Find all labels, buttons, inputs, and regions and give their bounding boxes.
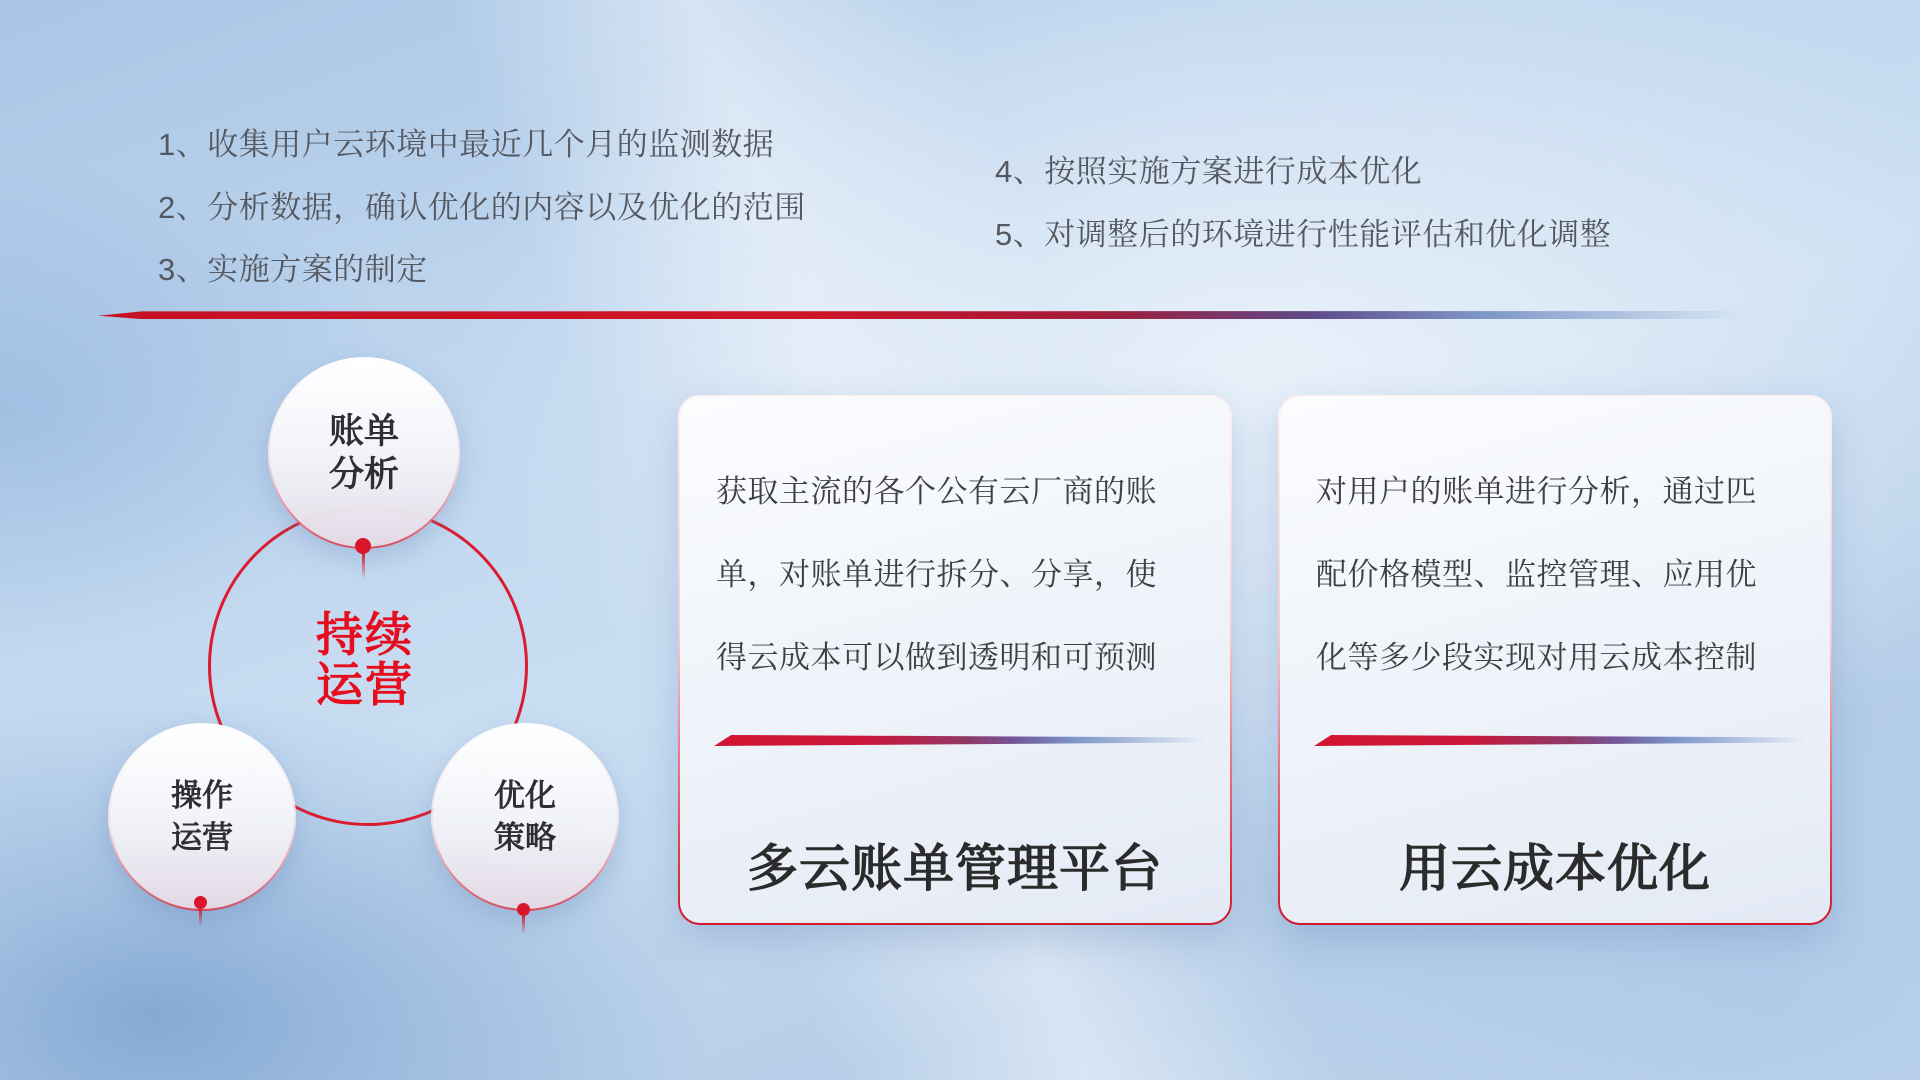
node-label-line: 账单 — [328, 412, 399, 451]
connector-tail-top — [362, 554, 365, 580]
node-label-line: 分析 — [328, 455, 399, 494]
step-item-5: 5、对调整后的环境进行性能评估和优化调整 — [995, 216, 1612, 252]
card-body-line: 配价格模型、监控管理、应用优 — [1316, 557, 1757, 592]
card-billing-platform-body — [716, 471, 1204, 720]
step-item-3: 3、实施方案的制定 — [158, 252, 428, 287]
card-cost-optimization-inner — [1280, 397, 1830, 923]
card-cost-optimization-title: 用云成本优化 — [1398, 840, 1711, 897]
connector-dot-right — [517, 903, 530, 916]
card-cost-optimization-body — [1316, 471, 1804, 720]
cycle-node-operation — [108, 723, 296, 911]
node-label-line: 优化 — [494, 778, 556, 813]
connector-dot-top — [355, 538, 371, 554]
step-item-4: 4、按照实施方案进行成本优化 — [995, 154, 1423, 189]
step-item-2: 2、分析数据，确认优化的内容以及优化的范围 — [158, 189, 806, 225]
card-body-line: 化等多少段实现对用云成本控制 — [1316, 640, 1757, 675]
card-billing-platform-inner — [680, 397, 1230, 923]
card-divider — [714, 735, 1204, 746]
cycle-node-strategy — [431, 723, 619, 911]
card-body-line: 获取主流的各个公有云厂商的账 — [716, 474, 1157, 509]
card-cost-optimization — [1278, 395, 1832, 925]
connector-dot-left — [194, 896, 207, 909]
cycle-center-label — [265, 610, 465, 710]
process-steps-1-3 — [158, 114, 806, 302]
section-divider — [98, 311, 1830, 319]
card-billing-platform-title: 多云账单管理平台 — [746, 840, 1163, 897]
card-body-line: 得云成本可以做到透明和可预测 — [716, 640, 1157, 675]
card-divider — [1314, 735, 1804, 746]
process-steps-4-5 — [995, 141, 1611, 266]
card-billing-platform — [678, 395, 1232, 925]
card-body-line: 对用户的账单进行分析，通过匹 — [1316, 474, 1757, 509]
cycle-node-bill-analysis — [268, 357, 460, 549]
connector-tail-right — [522, 916, 525, 934]
step-item-1: 1、收集用户云环境中最近几个月的监测数据 — [158, 127, 775, 162]
cycle-node-bill-analysis-label — [270, 359, 458, 547]
node-label-line: 运营 — [171, 820, 233, 855]
card-body-line: 单，对账单进行拆分、分享，使 — [716, 557, 1157, 592]
connector-tail-left — [199, 909, 202, 927]
cycle-node-operation-label — [110, 725, 294, 909]
cycle-node-strategy-label — [433, 725, 617, 909]
cycle-center-line1: 持续 — [316, 608, 414, 661]
cycle-center-line2: 运营 — [316, 658, 414, 711]
node-label-line: 策略 — [494, 820, 556, 855]
node-label-line: 操作 — [171, 778, 233, 813]
